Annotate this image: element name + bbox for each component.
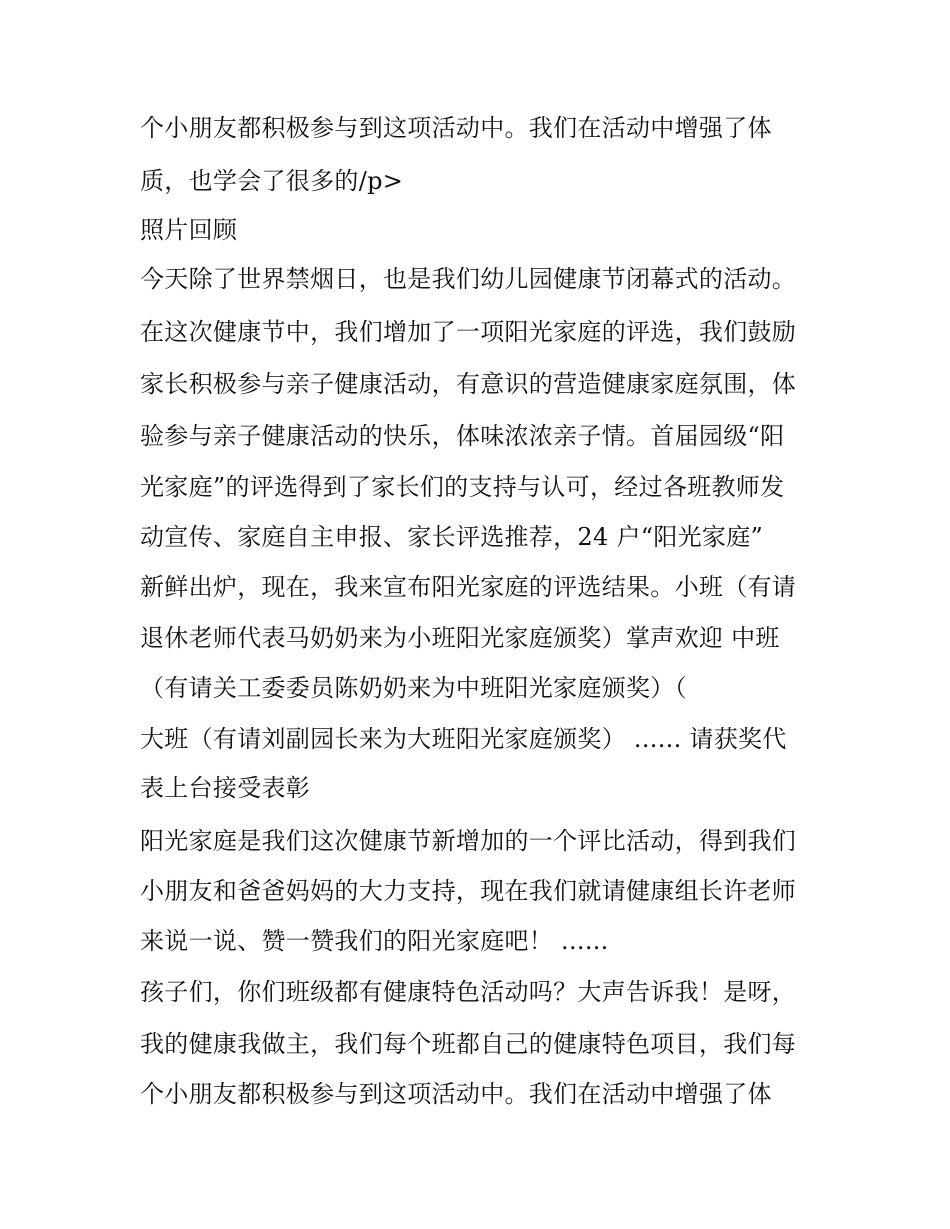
text-line: 家长积极参与亲子健康活动，有意识的营造健康家庭氛围，体 [140,370,797,398]
text-line: 在这次健康节中，我们增加了一项阳光家庭的评选，我们鼓励 [140,318,797,346]
text-line: 来说一说、赞一赞我们的阳光家庭吧！ ...... [140,927,609,955]
text-line: 孩子们，你们班级都有健康特色活动吗？大声告诉我！是呀， [140,978,797,1006]
text-line: 个小朋友都积极参与到这项活动中。我们在活动中增强了体 [140,1080,772,1108]
text-line: 小朋友和爸爸妈妈的大力支持，现在我们就请健康组长许老师 [140,877,797,905]
text-line: 质，也学会了很多的/p> [140,167,404,195]
text-line: 新鲜出炉，现在，我来宣布阳光家庭的评选结果。小班（有请 [140,573,797,601]
text-line: 光家庭”的评选得到了家长们的支持与认可，经过各班教师发 [140,473,785,501]
text-line: 验参与亲子健康活动的快乐，体味浓浓亲子情。首届园级“阳 [140,422,785,450]
section-heading: 照片回顾 [140,216,238,244]
text-line: 大班（有请刘副园长来为大班阳光家庭颁奖） ...... 请获奖代 [140,725,787,753]
text-line: 阳光家庭是我们这次健康节新增加的一个评比活动，得到我们 [140,827,797,855]
text-line: 退休老师代表马奶奶来为小班阳光家庭颁奖）掌声欢迎 中班 [140,624,780,652]
text-line: 个小朋友都积极参与到这项活动中。我们在活动中增强了体 [140,114,772,142]
text-line: 今天除了世界禁烟日，也是我们幼儿园健康节闭幕式的活动。 [140,265,797,293]
text-line: 我的健康我做主，我们每个班都自己的健康特色项目，我们每 [140,1030,797,1058]
text-line: 表上台接受表彰 [140,774,311,802]
text-line: （有请关工委委员陈奶奶来为中班阳光家庭颁奖）（ [140,674,687,702]
text-line: 动宣传、家庭自主申报、家长评选推荐，24 户“阳光家庭” [140,523,764,551]
